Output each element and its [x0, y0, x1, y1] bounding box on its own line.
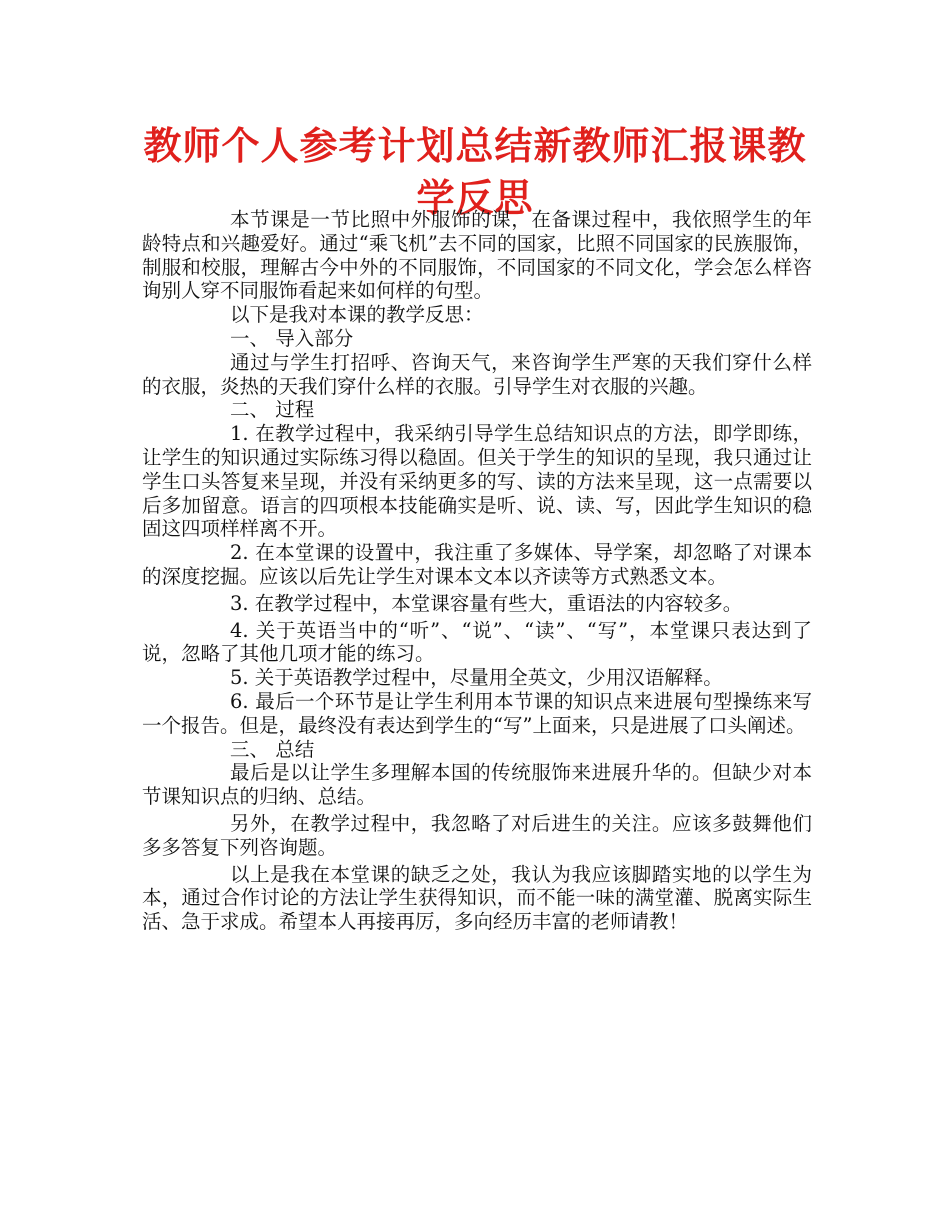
paragraph-summary-1: 最后是以让学生多理解本国的传统服饰来进展升华的。但缺少对本节课知识点的归纳、总结。 — [142, 761, 812, 809]
paragraph-reflection-lead: 以下是我对本课的教学反思： — [230, 303, 484, 327]
paragraph-conclusion: 以上是我在本堂课的缺乏之处，我认为我应该脚踏实地的以学生为本，通过合作讨论的方法让学生获得知识，而不能一味的满堂灌、脱离实际生活、急于求成。希望本人再接再厉，多向经历丰富的老师请教！ — [142, 862, 812, 934]
paragraph-summary-2: 另外，在教学过程中，我忽略了对后进生的关注。应该多鼓舞他们多多答复下列咨询题。 — [142, 811, 812, 859]
document-body — [142, 208, 812, 934]
section-heading-summary: 三、 总结 — [230, 737, 315, 761]
section-heading-intro: 一、 导入部分 — [230, 326, 354, 350]
paragraph-process-3: 3. 在教学过程中，本堂课容量有些大，重语法的内容较多。 — [230, 591, 743, 615]
paragraph-process-6: 6. 最后一个环节是让学生利用本节课的知识点来进展句型操练来写一个报告。但是，最终没有表达到学生的“写”上面来，只是进展了口头阐述。 — [142, 689, 812, 737]
paragraph-process-5: 5. 关于英语教学过程中，尽量用全英文，少用汉语解释。 — [230, 666, 723, 690]
paragraph-intro: 本节课是一节比照中外服饰的课，在备课过程中，我依照学生的年龄特点和兴趣爱好。通过“乘飞机”去不同的国家，比照不同国家的民族服饰，制服和校服，理解古今中外的不同服饰，不同国家的不同文化，学会怎么样咨询别人穿不同服饰看起来如何样的句型。 — [142, 208, 812, 303]
section-heading-process: 二、 过程 — [230, 398, 315, 422]
paragraph-process-4: 4. 关于英语当中的“听”、“说”、“读”、“写”，本堂课只表达到了说，忽略了其他几项才能的练习。 — [142, 618, 812, 666]
document-title: 教师个人参考计划总结新教师汇报课教学反思 — [143, 124, 807, 220]
paragraph-process-1: 1. 在教学过程中，我采纳引导学生总结知识点的方法，即学即练，让学生的知识通过实际练习得以稳固。但关于学生的知识的呈现，我只通过让学生口头答复来呈现，并没有采纳更多的写、读的方法来呈现，这一点需要以后多加留意。语言的四项根本技能确实是听、说、读、写，因此学生知识的稳固这四项样样离不开。 — [142, 422, 812, 541]
paragraph-process-2: 2. 在本堂课的设置中，我注重了多媒体、导学案，却忽略了对课本的深度挖掘。应该以后先让学生对课本文本以齐读等方式熟悉文本。 — [142, 541, 812, 588]
paragraph-intro-detail: 通过与学生打招呼、咨询天气，来咨询学生严寒的天我们穿什么样的衣服，炎热的天我们穿什么样的衣服。引导学生对衣服的兴趣。 — [142, 350, 812, 398]
